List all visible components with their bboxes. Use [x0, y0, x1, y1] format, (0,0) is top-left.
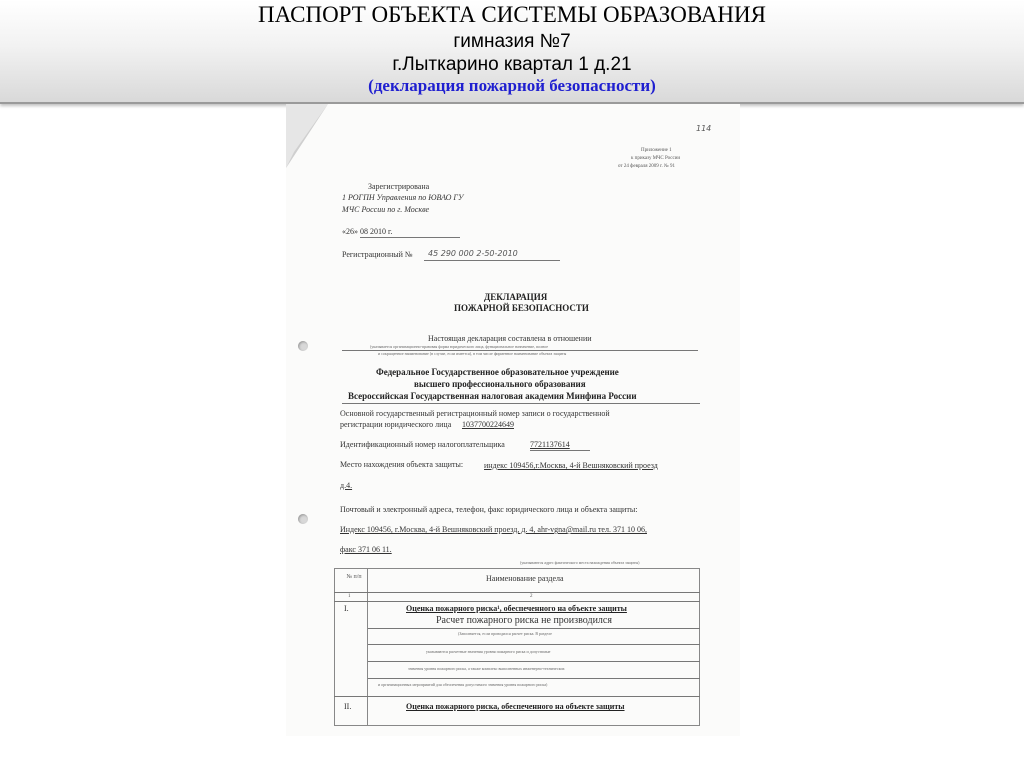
- registration-date: «26» 08 2010 г.: [342, 227, 393, 236]
- ogrn-label: регистрации юридического лица: [340, 420, 452, 429]
- location-value: д.4.: [340, 481, 353, 490]
- org-name: высшего профессионального образования: [414, 379, 586, 389]
- registered-label: Зарегистрирована: [368, 182, 430, 191]
- contacts-label: Почтовый и электронный адреса, телефон, факс юридического лица и объекта защиты:: [340, 505, 638, 514]
- registered-authority: 1 РОГПН Управления по ЮВАО ГУ: [342, 193, 464, 202]
- contacts-value: Индекс 109456, г.Москва, 4-й Вешняковский проезд, д. 4, ahr-vgna@mail.ru тел. 371 10 06,: [340, 525, 647, 534]
- page-number: 114: [696, 124, 712, 133]
- declaration-title: ДЕКЛАРАЦИЯ: [484, 292, 548, 302]
- registration-number-label: Регистрационный №: [342, 250, 413, 259]
- table-num-cell: 2: [530, 594, 533, 599]
- compiled-note: (указывается организационно-правовая форма юридического лица, функциональное назначение, полное: [370, 344, 549, 349]
- registered-authority: МЧС России по г. Москве: [342, 205, 430, 214]
- binder-hole-icon: [298, 514, 308, 524]
- row1-note: и организационных мероприятий для обеспечения допустимого значения уровня пожарного риска): [378, 682, 548, 687]
- inn-label: Идентификационный номер налогоплательщика: [340, 440, 505, 449]
- location-value: индекс 109456,г.Москва, 4-й Вешняковский проезд: [484, 461, 658, 470]
- row1-value: Расчет пожарного риска не производился: [436, 615, 612, 626]
- appendix-line: Приложение 1: [641, 148, 672, 153]
- compiled-label: Настоящая декларация составлена в отношении: [428, 334, 592, 343]
- ogrn-value: 1037700224649: [462, 420, 514, 429]
- location-label: Место нахождения объекта защиты:: [340, 460, 464, 469]
- row2-title: Оценка пожарного риска, обеспеченного на объекте защиты: [406, 702, 625, 711]
- page-subtitle: (декларация пожарной безопасности): [368, 76, 656, 95]
- inn-value: 7721137614: [530, 440, 570, 449]
- appendix-line: к приказу МЧС России: [631, 156, 681, 161]
- row1-note: значения уровня пожарного риска, а также комплекс выполненных инженерно-технических: [408, 666, 565, 671]
- compiled-note: и сокращенное наименование (в случае, если имеется), в том числе фирменное наименование объекта защиты: [378, 351, 567, 356]
- page-fold-icon: [286, 104, 346, 174]
- row1-note: указываются расчетные значения уровня пожарного риска и допустимые: [426, 649, 551, 654]
- org-name: Федеральное Государственное образовательное учреждение: [376, 367, 619, 377]
- contacts-note: (указываются адрес фактического места нахождения объекта защиты): [520, 560, 640, 565]
- table-header-number: № п/п: [346, 574, 362, 580]
- school-address: г.Лыткарино квартал 1 д.21: [392, 54, 632, 75]
- school-name: гимназия №7: [453, 31, 571, 52]
- page-title: ПАСПОРТ ОБЪЕКТА СИСТЕМЫ ОБРАЗОВАНИЯ: [258, 2, 766, 27]
- org-name: Всероссийская Государственная налоговая академия Минфина России: [348, 391, 637, 401]
- registration-number-value: 45 290 000 2-50-2010: [428, 249, 518, 258]
- row1-note: (Заполняется, если проводился расчет риска. В разделе: [458, 631, 552, 636]
- row2-number: II.: [344, 702, 352, 711]
- table-num-cell: 1: [348, 594, 351, 599]
- contacts-value: факс 371 06 11.: [340, 545, 392, 554]
- ogrn-label: Основной государственный регистрационный номер записи о государственной: [340, 409, 610, 418]
- appendix-line: от 24 февраля 2009 г. № 91: [618, 164, 676, 169]
- row1-number: I.: [344, 604, 349, 613]
- slide-header: [0, 0, 1024, 104]
- table-header-title: Наименование раздела: [486, 574, 564, 583]
- declaration-subtitle: ПОЖАРНОЙ БЕЗОПАСНОСТИ: [454, 303, 589, 313]
- binder-hole-icon: [298, 341, 308, 351]
- scanned-document: [286, 104, 740, 736]
- row1-title: Оценка пожарного риска¹, обеспеченного на объекте защиты: [406, 604, 627, 613]
